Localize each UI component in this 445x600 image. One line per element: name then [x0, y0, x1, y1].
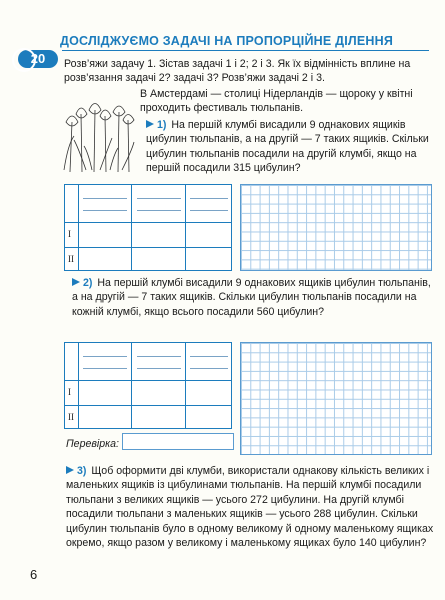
task-1: [146, 118, 432, 176]
check-label: Перевірка:: [66, 438, 119, 450]
row-label: II: [68, 412, 74, 422]
page-title: ДОСЛІДЖУЄМО ЗАДАЧІ НА ПРОПОРЦІЙНЕ ДІЛЕННЯ: [60, 34, 394, 48]
task-text: Щоб оформити дві клумби, використали однакову кількість великих і маленьких ящиків із цибулинами тюльпанів. На першій клумбі посадили тюльпани з великих ящиків — усього 272 цибулини. На другій клумбі посадили тюльпани з маленьких ящиків — усього 288 цибулин. Скільки цибулин тюльпанів було в одному великому й одному маленькому ящиках окремо, якщо разом у великому і маленькому ящиках було 140 цибулин?: [66, 465, 434, 550]
header-divider: [62, 50, 429, 51]
task-3: [66, 464, 434, 550]
graph-paper-1[interactable]: [240, 184, 432, 271]
task-number: 2): [83, 277, 93, 289]
task-text: На першій клумбі висадили 9 однакових ящиків цибулин тюльпанів, а на другій — 7 таких ящиків. Скільки цибулин тюльпанів посадили на другій клумбі, якщо на першій посадили 315 цибулин?: [146, 119, 429, 175]
festival-text: В Амстердамі — столиці Нідерландів — щороку у квітні проходить фестиваль тюльпанів.: [140, 88, 413, 115]
pencil-marker-icon: [72, 278, 80, 286]
solution-table-1[interactable]: [64, 184, 232, 271]
page-number: 6: [30, 567, 38, 582]
task-number: 3): [77, 465, 87, 477]
task-text: На першій клумбі висадили 9 однакових ящиків цибулин тюльпанів, а на другій — 7 таких ящиків. Скільки цибулин тюльпанів посадили на кожній клумбі, якщо всього посадили 560 цибулин?: [72, 277, 431, 318]
row-label: I: [68, 387, 71, 397]
pencil-marker-icon: [146, 120, 154, 128]
pencil-marker-icon: [66, 466, 74, 474]
tulips-illustration-icon: [62, 92, 136, 172]
graph-paper-2[interactable]: [240, 342, 432, 455]
check-answer-box[interactable]: [122, 433, 234, 450]
exercise-number-badge: 20: [18, 50, 58, 68]
badge-ring-icon: [12, 48, 36, 72]
row-label: II: [68, 254, 74, 264]
solution-table-2[interactable]: [64, 342, 232, 429]
task-2: [72, 276, 432, 319]
header: [0, 0, 445, 52]
task-number: 1): [157, 119, 167, 131]
row-label: I: [68, 229, 71, 239]
exercise-intro: Розв’яжи задачу 1. Зістав задачі 1 і 2; 2 і 3. Як їх відмінність вплине на розв’язання задачі 2? задачі 3? Розв’яжи задачі 2 і 3.: [64, 58, 411, 85]
